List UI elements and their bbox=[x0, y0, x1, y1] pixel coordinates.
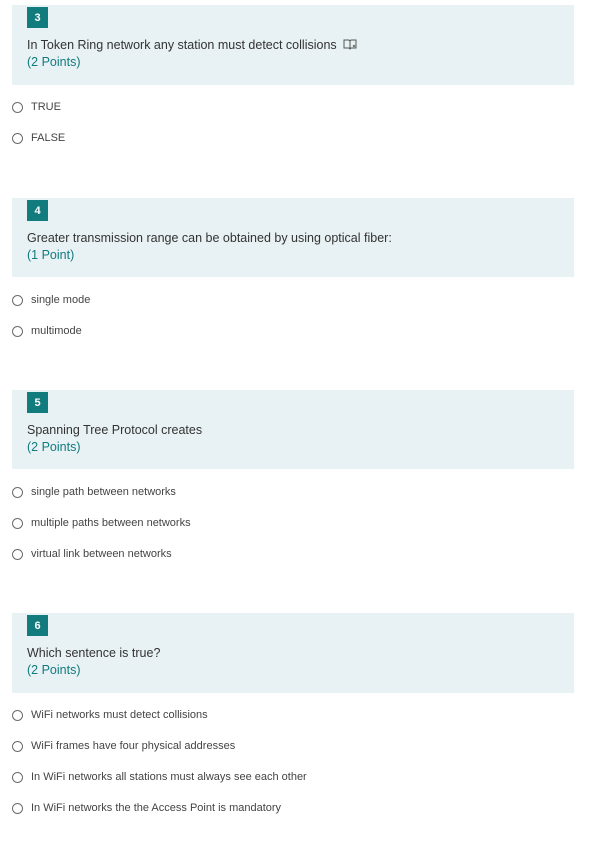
option-multimode[interactable] bbox=[12, 323, 82, 339]
question-header bbox=[12, 5, 574, 85]
radio-button[interactable] bbox=[12, 772, 23, 783]
radio-button[interactable] bbox=[12, 741, 23, 752]
question-points: (2 Points) bbox=[27, 663, 81, 677]
option-label: virtual link between networks bbox=[31, 548, 172, 560]
radio-button[interactable] bbox=[12, 710, 23, 721]
option-label: single path between networks bbox=[31, 486, 176, 498]
option-multiple-paths[interactable] bbox=[12, 515, 191, 531]
question-title: Greater transmission range can be obtained by using optical fiber: bbox=[27, 231, 392, 245]
option-wifi-detect-collisions[interactable] bbox=[12, 707, 208, 723]
option-false[interactable] bbox=[12, 130, 65, 146]
question-number-badge: 6 bbox=[27, 615, 48, 636]
option-label: single mode bbox=[31, 294, 91, 306]
question-header bbox=[12, 613, 574, 693]
radio-button[interactable] bbox=[12, 803, 23, 814]
question-4 bbox=[12, 198, 574, 337]
question-6 bbox=[12, 613, 574, 814]
option-label: WiFi networks must detect collisions bbox=[31, 709, 208, 721]
radio-button[interactable] bbox=[12, 133, 23, 144]
question-header bbox=[12, 198, 574, 277]
option-wifi-ap-mandatory[interactable] bbox=[12, 800, 281, 816]
question-title: Which sentence is true? bbox=[27, 646, 161, 660]
option-label: multimode bbox=[31, 325, 82, 337]
question-title: In Token Ring network any station must detect collisions bbox=[27, 38, 357, 53]
option-single-path[interactable] bbox=[12, 484, 176, 500]
question-header bbox=[12, 390, 574, 469]
option-label: FALSE bbox=[31, 132, 66, 144]
option-true[interactable] bbox=[12, 99, 61, 115]
question-number-badge: 5 bbox=[27, 392, 48, 413]
option-wifi-see-each-other[interactable] bbox=[12, 769, 307, 785]
option-virtual-link[interactable] bbox=[12, 546, 172, 562]
option-label: multiple paths between networks bbox=[31, 517, 191, 529]
radio-button[interactable] bbox=[12, 326, 23, 337]
question-5 bbox=[12, 390, 574, 560]
option-wifi-four-addresses[interactable] bbox=[12, 738, 235, 754]
option-label: WiFi frames have four physical addresses bbox=[31, 740, 236, 752]
option-label: In WiFi networks the the Access Point is mandatory bbox=[31, 802, 282, 814]
radio-button[interactable] bbox=[12, 102, 23, 113]
radio-button[interactable] bbox=[12, 549, 23, 560]
option-label: TRUE bbox=[31, 101, 61, 113]
question-points: (1 Point) bbox=[27, 248, 75, 262]
question-title: Spanning Tree Protocol creates bbox=[27, 423, 203, 437]
option-label: In WiFi networks all stations must always see each other bbox=[31, 771, 307, 783]
option-single-mode[interactable] bbox=[12, 292, 90, 308]
question-number-badge: 4 bbox=[27, 200, 48, 221]
question-3 bbox=[12, 5, 574, 144]
radio-button[interactable] bbox=[12, 487, 23, 498]
question-points: (2 Points) bbox=[27, 55, 81, 69]
radio-button[interactable] bbox=[12, 518, 23, 529]
radio-button[interactable] bbox=[12, 295, 23, 306]
immersive-reader-icon[interactable] bbox=[343, 38, 357, 53]
question-points: (2 Points) bbox=[27, 440, 81, 454]
question-number-badge: 3 bbox=[27, 7, 48, 28]
